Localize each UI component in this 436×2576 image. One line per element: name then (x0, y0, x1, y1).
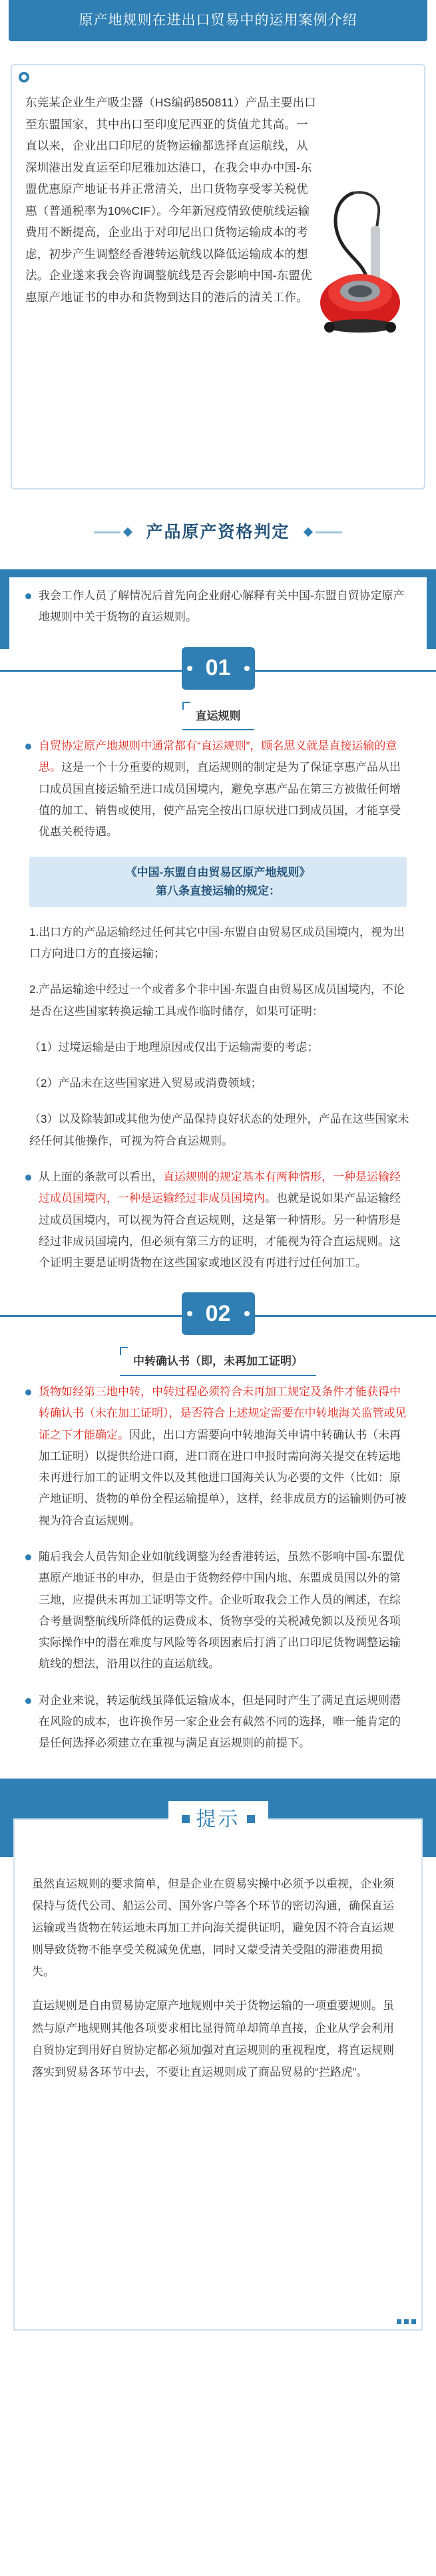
decorative-dots-icon (397, 2319, 416, 2324)
rule-item-1: 1.出口方的产品运输经过任何其它中国-东盟自由贸易区成员国境内，视为出口方向进口方的直接运输； (29, 925, 405, 960)
page-title: 原产地规则在进出口贸易中的运用案例介绍 (79, 12, 357, 28)
square-icon (182, 1815, 190, 1823)
transit-paragraph: 货物如经第三地中转，中转过程必须符合未再加工规定及条件才能获得中转确认书（未在加工证明），是否符合上述规定需要在中转地海关监管或见证之下才能确定。因此，出口方需要向中转地海关申请中转确认书（未再加工证明）以提供给进口商，进口商在进口申报时需向海关提交在转运地未再进行加工的证明文件以及其他进口国海关认为必要的文件（比如：原产地证明、货物的单份全程运输提单），这样，经非成员方的运输则仍可被视为符合直运规则。 (9, 1381, 427, 1532)
law-title-box (29, 857, 407, 907)
square-icon (247, 1815, 255, 1823)
condition-3: （3）以及除装卸或其他为使产品保持良好状态的处理外，产品在这些国家未经任何其他操作，可视为符合直运规则。 (29, 1113, 409, 1147)
conclusion-paragraph: 对企业来说，转运航线虽降低运输成本，但是同时产生了满足直运规则潜在风险的成本，也许换作另一家企业会有截然不同的选择，唯一能肯定的是任何选择必须建立在重视与满足直运规则的前提下。 (9, 1690, 427, 1755)
section-title-text: 产品原产资格判定 (146, 522, 290, 541)
direct-rule-paragraph: 自贸协定原产地规则中通常都有“直运规则”，顾名思义就是直接运输的意思。这是一个十分重要的规则，直运规则的制定是为了保证享惠产品从出口成员国直接运输至进口成员国境内，避免享惠产品在第三方被做任何增值的加工、销售或使用，使产品完全按出口原状进口到成员国，才能享受优惠关税待遇。 (9, 736, 427, 843)
sub-heading-transit-certificate: 中转确认书（即，未再加工证明） (120, 1351, 316, 1375)
condition-2: （2）产品未在这些国家进入贸易或消费领域； (29, 1077, 262, 1090)
corner-dot-icon (19, 72, 29, 82)
section-number-row-1 (9, 646, 427, 695)
page-title-banner (9, 0, 427, 41)
vacuum-cleaner-icon (307, 186, 413, 346)
tip-paragraph-2: 直运规则是自由贸易协定原产地规则中关于货物运输的一项重要规则。虽然与原产地规则其他各项要求相比显得简单却简单直接，企业从学会利用自贸协定到用好自贸协定都必须加强对直运规则的重视程度，将直运规则落实到贸易各环节中去，不要让直运规则成了商品贸易的“拦路虎”。 (32, 1999, 394, 2078)
decision-paragraph: 随后我会人员告知企业如航线调整为经香港转运，虽然不影响中国-东盟优惠原产地证书的申办，但是由于货物经停中国内地、东盟成员国以外的第三地，应提供未再加工证明等文件。企业听取我会工作人员的阐述，在综合考量调整航线所降低的运费成本、货物享受的关税减免额以及预见各项实际操作中的潜在难度与风险等各项因素后打消了出口印尼货物调整运输航线的想法，沿用以往的直运航线。 (9, 1546, 427, 1675)
rule-item-2: 2.产品运输途中经过一个或者多个非中国-东盟自由贸易区成员国境内，不论是否在这些国家转换运输工具或作临时储存，如果可证明： (29, 983, 405, 1018)
law-subtitle: 第八条直接运输的规定： (156, 884, 280, 897)
tip-title (168, 1801, 268, 1838)
tip-title-text: 提示 (196, 1808, 240, 1830)
intro-card (11, 64, 425, 490)
tip-paragraph-1: 虽然直运规则的要求简单，但是企业在贸易实操中必须予以重视，企业须保持与货代公司、船运公司、国外客户等各个环节的密切沟通，确保直运运输或当货物在转运地未再加工并向海关提供证明，避免因不符合直运规则导致货物不能享受关税减免优惠，同时又蒙受清关受阻的滞港费用损失。 (32, 1877, 394, 1979)
section-number-row-2 (9, 1291, 427, 1340)
section-number-badge: 01 (182, 647, 255, 690)
analysis-paragraph: 从上面的条款可以看出，直运规则的规定基本有两种情形，一种是运输经过成员国境内，一种是运输经过非成员国境内。也就是说如果产品运输经过成员国境内，可以视为符合直运规则，这是第一种情形。另一种情形是经过非成员国境内，但必须有第三方的证明，才能视为符合直运规则。这个证明主要是证明货物在这些国家或地区没有再进行过任何加工。 (9, 1167, 427, 1274)
tip-card (13, 1808, 423, 2331)
section-title (0, 512, 436, 552)
intro-paragraph: 东莞某企业生产吸尘器（HS编码850811）产品主要出口至东盟国家，其中出口至印度尼西亚的货值尤其高。一直以来，企业出口印尼的货物运输都选择直运航线，从深圳港出发直运至印尼雅加达港口，在我会申办中国-东盟优惠原产地证书并正常清关，出口货物享受零关税优惠（普通税率为10%CIF）。今年新冠疫情致使航线运输费用不断提高，企业出于对印尼出口货物运输成本的考虑，初步产生调整经香港转运航线以降低运输成本的想法。企业遂来我会咨询调整航线是否会影响中国-东盟优惠原产地证书的申办和货物到达目的港后的清关工作。 (25, 96, 317, 304)
law-title: 《中国-东盟自由贸易区原产地规则》 (125, 865, 311, 879)
lead-paragraph: 我会工作人员了解情况后首先向企业耐心解释有关中国-东盟自贸协定原产地规则中关于货物的直运规则。 (9, 585, 427, 629)
section-number-badge: 02 (182, 1292, 255, 1335)
title-deco-left (94, 529, 131, 535)
condition-1: （1）过境运输是由于地理原因或仅出于运输需要的考虑； (29, 1040, 319, 1054)
title-deco-right (305, 529, 342, 535)
content-panel (9, 577, 427, 1761)
sub-heading-direct-transport: 直运规则 (182, 706, 254, 730)
